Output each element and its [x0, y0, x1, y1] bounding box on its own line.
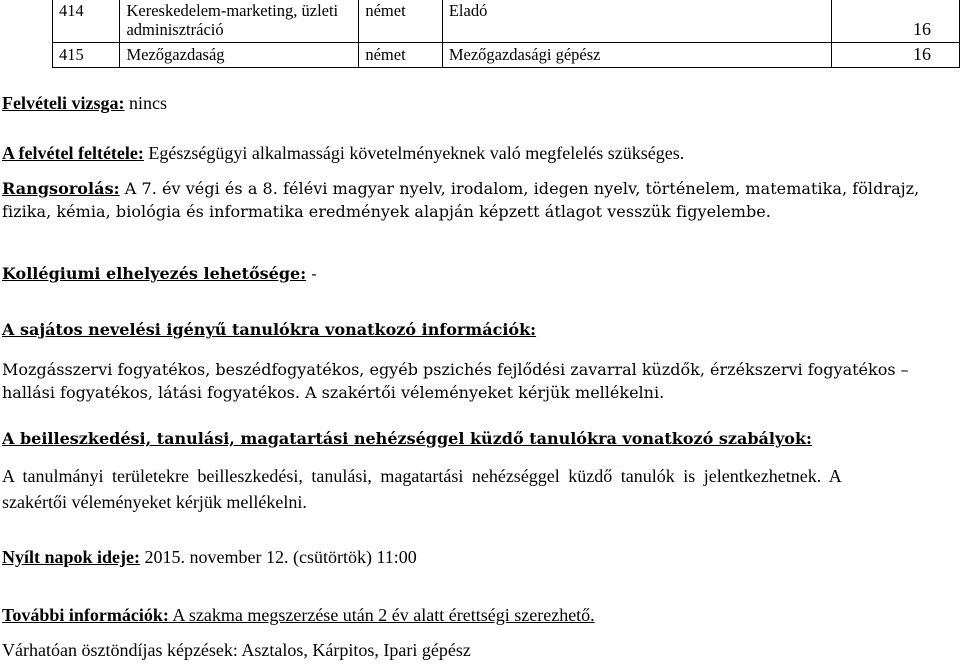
ranking-line1: A 7. év végi és a 8. félévi magyar nyelv, irodalom, idegen nyelv, történelem, matematika, földrajz, [119, 179, 920, 198]
program-name: Mezőgazdaság [120, 43, 359, 68]
program-hours: 16 [832, 43, 960, 68]
entrance-exam-label: Felvételi vizsga: [2, 93, 125, 113]
ranking-line2: fizika, kémia, biológia és informatika eredmények alapján képzett átlagot vesszük figyelembe. [2, 202, 771, 221]
sen-heading: A sajátos nevelési igényű tanulókra vonatkozó információk: [2, 320, 537, 339]
program-hours: 16 [832, 0, 960, 43]
integration-text [2, 463, 960, 515]
integration-line1: A tanulmányi területekre beilleszkedési, tanulási, magatartási nehézséggel küzdő tanulók is jelentkezhetnek. A [2, 466, 842, 486]
entrance-exam [2, 92, 960, 115]
ranking [2, 177, 960, 223]
program-language: német [359, 43, 442, 68]
program-number: 414 [53, 0, 120, 43]
program-job: Eladó [442, 0, 831, 43]
sen-text [2, 358, 960, 404]
sen-line1: Mozgásszervi fogyatékos, beszédfogyatékos, egyéb pszichés fejlődési zavarral küzdők, érzékszervi fogyatékos – [2, 360, 909, 379]
dormitory-label: Kollégiumi elhelyezés lehetősége: [2, 264, 307, 283]
scholarship-text: Várhatóan ösztöndíjas képzések: Asztalos, Kárpitos, Ipari gépész [2, 640, 471, 660]
more-info-value: A szakma megszerzése után 2 év alatt érettségi szerezhető. [168, 605, 595, 625]
program-name: Kereskedelem-marketing, üzleti adminisztráció [120, 0, 359, 43]
sen-line2: hallási fogyatékos, látási fogyatékos. A szakértői véleményeket kérjük mellékelni. [2, 383, 665, 402]
open-day-label: Nyílt napok ideje: [2, 547, 141, 567]
program-table [52, 0, 960, 68]
more-info [2, 604, 960, 627]
admission-condition [2, 142, 960, 165]
scholarship [2, 639, 960, 662]
dormitory-value: - [306, 264, 317, 283]
table-row [53, 43, 960, 68]
admission-condition-value: Egészségügyi alkalmassági követelményeknek való megfelelés szükséges. [143, 143, 685, 163]
open-day-value: 2015. november 12. (csütörtök) 11:00 [140, 547, 417, 567]
ranking-label: Rangsorolás: [2, 179, 120, 198]
more-info-label: További információk: [2, 605, 169, 625]
dormitory [2, 262, 960, 285]
integration-line2: szakértői véleményeket kérjük mellékelni. [2, 492, 307, 512]
program-number: 415 [53, 43, 120, 68]
entrance-exam-value: nincs [124, 93, 167, 113]
program-job: Mezőgazdasági gépész [442, 43, 831, 68]
open-day [2, 546, 960, 569]
table-row [53, 0, 960, 43]
program-language: német [359, 0, 442, 43]
integration-heading: A beilleszkedési, tanulási, magatartási nehézséggel küzdő tanulókra vonatkozó szabályok: [2, 429, 812, 448]
admission-condition-label: A felvétel feltétele: [2, 143, 144, 163]
